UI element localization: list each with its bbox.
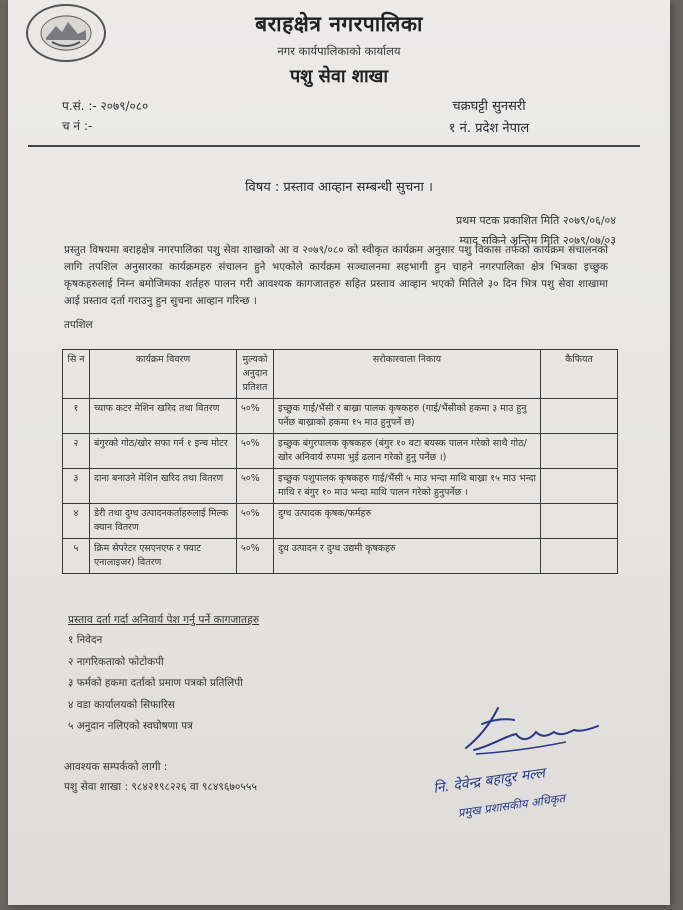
cell-remarks <box>541 539 618 574</box>
signatory-title: प्रमुख प्रशासकीय अधिकृत <box>457 790 566 820</box>
cell-serial: ३ <box>63 469 90 504</box>
location: चक्रघट्टी सुनसरी <box>452 99 526 114</box>
cell-serial: १ <box>63 399 90 434</box>
cell-remarks <box>541 469 618 504</box>
table-row <box>63 469 618 504</box>
signatory-name: नि. देवेन्द्र बहादुर मल्ल <box>432 765 546 797</box>
col-stakeholder: सरोकारवाला निकाय <box>274 350 541 399</box>
contact-line: पशु सेवा शाखा : ९८४२१९८२२६ वा ९८४९६७०५५५ <box>64 781 257 793</box>
notice-document <box>8 0 670 905</box>
cell-stakeholder: इच्छुक गाई/भैंसी र बाख्रा पालक कृषकहरु (गाई/भैंसीको हकमा ३ माउ हुनु पर्नेछ बाख्राको हकमा १५ माउ हुनुपर्ने छ) <box>274 399 541 434</box>
cell-serial: ४ <box>63 504 90 539</box>
required-documents-title: प्रस्ताव दर्ता गर्दा अनिवार्य पेश गर्नु पर्ने कागजातहरु <box>68 614 260 626</box>
cell-program: दाना बनाउने मेशिन खरिद तथा वितरण <box>90 469 237 504</box>
program-table <box>62 349 618 574</box>
col-subsidy: मुल्यको अनुदान प्रतिशत <box>237 350 274 399</box>
table-row <box>63 504 618 539</box>
table-header-row <box>63 350 618 399</box>
cell-stakeholder: दुध उत्पादन र दुग्ध उद्यमी कृषकहरु <box>274 539 541 574</box>
deadline-date: म्याद सकिने अन्तिम मिति २०७९/०७/०३ <box>459 234 616 247</box>
list-item: २ नागरिकताको फोटोकपी <box>68 655 164 668</box>
cell-stakeholder: इच्छुक पशुपालक कृषकहरु गाई/भैंसी ५ माउ भन्दा माथि बाख्रा १५ माउ भन्दा माथि र बंगुर १० माउ भन्दा माथि पालन गरेको हुनुपर्नेछ । <box>274 469 541 504</box>
cell-remarks <box>541 434 618 469</box>
col-remarks: कैफियत <box>541 350 618 399</box>
required-documents-list <box>68 630 243 738</box>
cell-subsidy: ५०% <box>237 504 274 539</box>
cell-remarks <box>541 504 618 539</box>
cell-program: बंगुरको गोठ/खोर सफा गर्न १ इन्च मोटर <box>90 434 237 469</box>
list-item: ३ फर्मको हकमा दर्ताको प्रमाण पत्रको प्रतिलिपी <box>68 677 243 689</box>
cell-subsidy: ५०% <box>237 434 274 469</box>
header-divider <box>28 145 640 147</box>
cell-remarks <box>541 399 618 434</box>
municipality-name: बराहक्षेत्र नगरपालिका <box>255 12 423 36</box>
published-date: प्रथम पटक प्रकाशित मिति २०७९/०६/०४ <box>456 214 616 227</box>
list-item: ५ अनुदान नलिएको स्वघोषणा पत्र <box>68 720 193 732</box>
list-item: ४ वडा कार्यालयको सिफारिस <box>68 698 175 711</box>
cell-stakeholder: इच्छुक बंगुरपालक कृषकहरु (बंगुर १० वटा बयस्क पालन गरेको साथै गोठ/खोर अनिवार्य रुपमा भुई ढलान गरेको हुनु पर्नेछ ।) <box>274 434 541 469</box>
col-serial: सि न <box>63 350 90 399</box>
province: १ नं. प्रदेश नेपाल <box>448 121 530 136</box>
cell-serial: २ <box>63 434 90 469</box>
notice-body: प्रस्तुत विषयमा बराहक्षेत्र नगरपालिका पशु सेवा शाखाको आ व २०७९/०८० को स्वीकृत कार्यक्रम अनुसार पशु विकास तर्फको कार्यक्रम संचालनको लागि तपशिल अनुसारका कार्यक्रमहरु संचालन हुने भएकोले कार्यक्रम सञ्चालनमा सहभागी हुन चाहने नगरपालिका क्षेत्र भित्रका इच्छुक कृषकहरुलाई निम्न बमोजिमका शर्तहरु पालन गरी आवश्यक कागजातहरु सहित प्रस्ताव आव्हान भएको मितिले ३० दिन भित्र पशु सेवा शाखामा आई प्रस्ताव दर्ता गराउनु हुन सुचना आव्हान गरिन्छ । <box>64 244 608 307</box>
subject-line: विषय : प्रस्ताव आव्हान सम्बन्धी सुचना । <box>245 180 433 195</box>
cell-serial: ५ <box>63 539 90 574</box>
reference-number: प.सं. :- २०७९/०८० <box>62 99 149 113</box>
details-label: तपशिल <box>64 319 93 331</box>
list-item: १ निवेदन <box>68 634 103 646</box>
table-row <box>63 434 618 469</box>
cell-program: डेरी तथा दुग्ध उत्पादनकर्ताहरुलाई मिल्क क्यान वितरण <box>90 504 237 539</box>
dispatch-number: च नं :- <box>62 119 93 133</box>
table-row <box>63 399 618 434</box>
cell-subsidy: ५०% <box>237 539 274 574</box>
table-row <box>63 539 618 574</box>
cell-subsidy: ५०% <box>237 469 274 504</box>
cell-stakeholder: दुग्ध उत्पादक कृषक/फर्महरु <box>274 504 541 539</box>
office-name: नगर कार्यपालिकाको कार्यालय <box>277 44 401 58</box>
col-program: कार्यक्रम विवरण <box>90 350 237 399</box>
signature-mark-icon <box>456 702 606 762</box>
cell-program: क्रिम सेपरेटर एसएनएफ र फ्याट एनालाइजर) वितरण <box>90 539 237 574</box>
cell-subsidy: ५०% <box>237 399 274 434</box>
branch-name: पशु सेवा शाखा <box>289 66 389 87</box>
cell-program: च्याफ कटर मेशिन खरिद तथा वितरण <box>90 399 237 434</box>
contact-title: आवश्यक सम्पर्कको लागी : <box>64 761 168 773</box>
